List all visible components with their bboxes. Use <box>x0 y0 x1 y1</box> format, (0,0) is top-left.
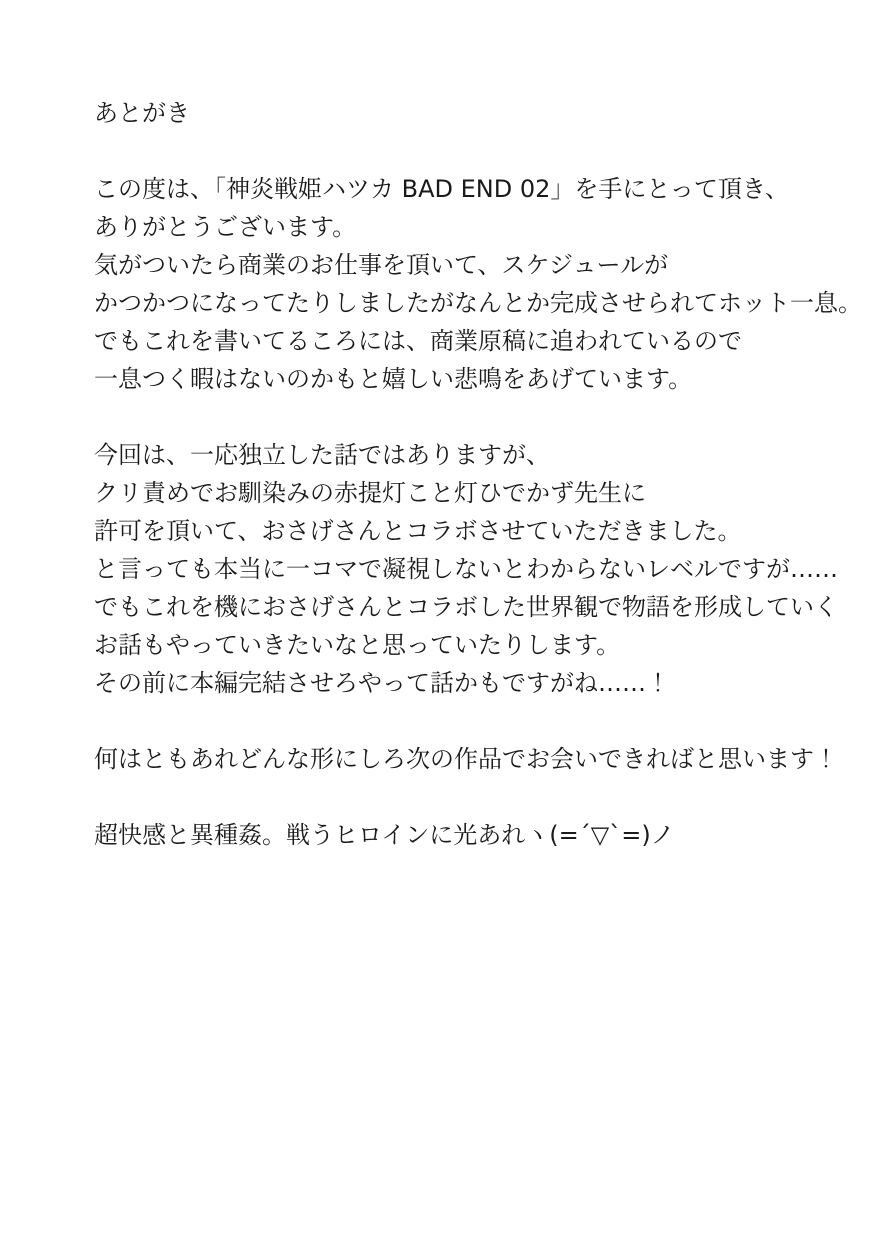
text-line: お話もやっていきたいなと思っていたりします。 <box>94 631 621 659</box>
text-line: クリ責めでお馴染みの赤提灯こと灯ひでかず先生に <box>94 479 646 507</box>
text-line: その前に本編完結させろやって話かもですがね……！ <box>94 669 670 697</box>
paragraph-collab <box>94 436 838 702</box>
text-line: 超快感と異種姦。戦うヒロインに光あれヽ(=´▽`=)ノ <box>94 821 675 849</box>
text-line: ありがとうございます。 <box>94 213 357 241</box>
text-line: 許可を頂いて、おさげさんとコラボさせていただきました。 <box>94 517 742 545</box>
paragraph-greeting <box>94 170 862 398</box>
paragraph-farewell <box>94 740 838 778</box>
text-line: と言っても本当に一コマで凝視しないとわからないレベルですが…… <box>94 555 838 583</box>
text-line: でもこれを機におさげさんとコラボした世界観で物語を形成していく <box>94 593 838 621</box>
text-line: この度は、「神炎戦姫ハツカ BAD END 02」を手にとって頂き、 <box>94 175 789 203</box>
page-title: あとがき <box>94 99 190 127</box>
text-line: 気がついたら商業のお仕事を頂いて、スケジュールが <box>94 251 669 279</box>
text-line: かつかつになってたりしましたがなんとか完成させられてホット一息。 <box>94 289 862 317</box>
text-line: でもこれを書いてるころには、商業原稿に追われているので <box>94 327 742 355</box>
text-line: 今回は、一応独立した話ではありますが、 <box>94 441 550 469</box>
paragraph-signoff <box>94 816 828 854</box>
text-line: 何はともあれどんな形にしろ次の作品でお会いできればと思います！ <box>94 745 838 773</box>
text-line: 一息つく暇はないのかもと嬉しい悲鳴をあげています。 <box>94 365 693 393</box>
